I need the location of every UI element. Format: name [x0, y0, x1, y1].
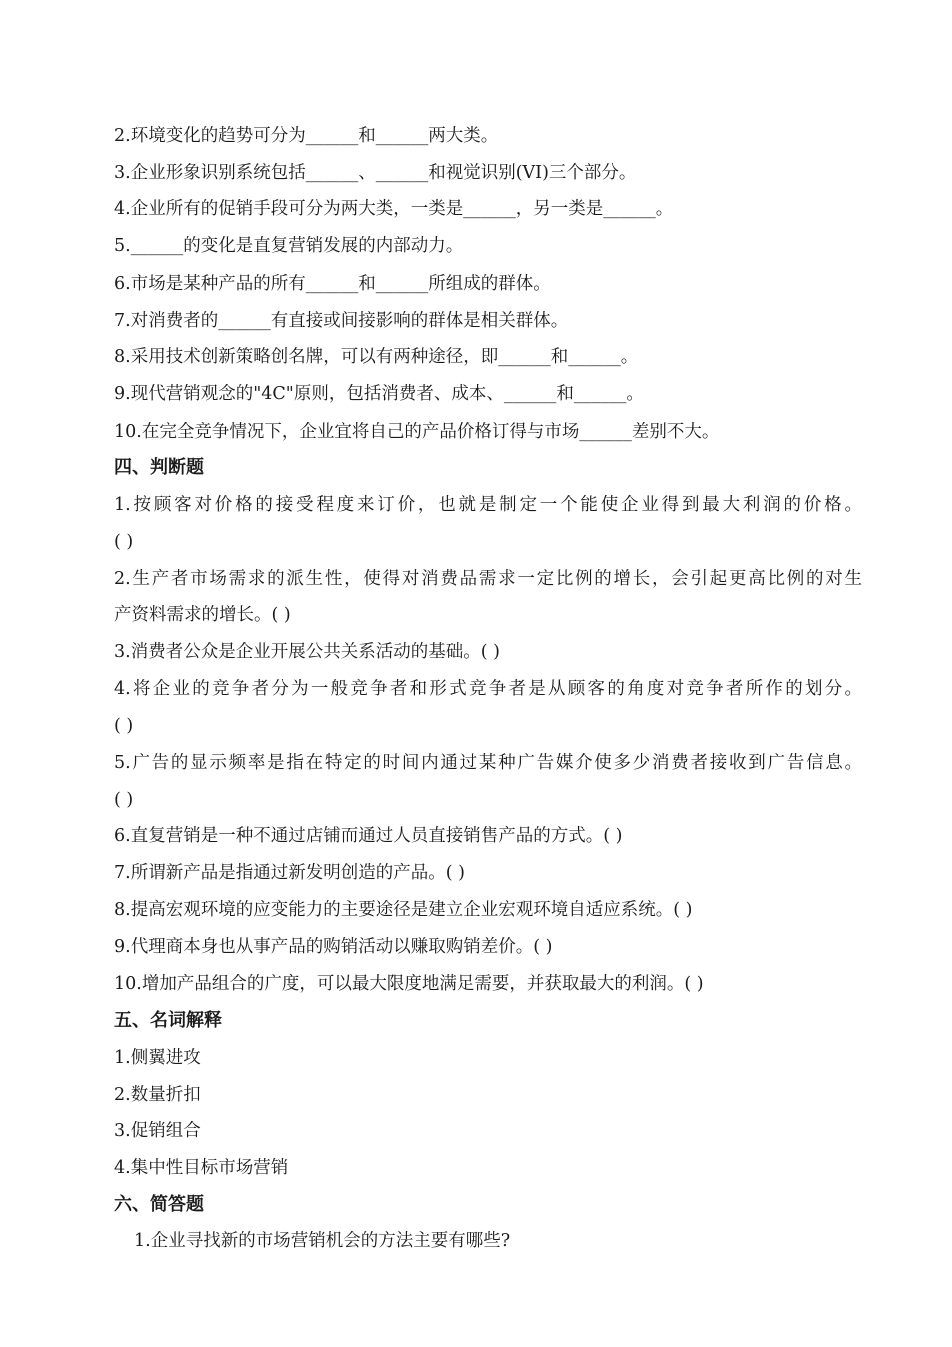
true-false-answer-blank-1: ( ) — [114, 532, 134, 552]
term-item-1: 1.侧翼进攻 — [114, 1048, 201, 1068]
section-heading-short-answer: 六、简答题 — [114, 1194, 204, 1215]
true-false-question-3: 3.消费者公众是企业开展公共关系活动的基础。( ) — [114, 642, 500, 662]
fill-in-question-2: 2.环境变化的趋势可分为______和______两大类。 — [114, 126, 499, 146]
term-item-3: 3.促销组合 — [114, 1121, 201, 1141]
true-false-question-10: 10.增加产品组合的广度，可以最大限度地满足需要，并获取最大的利润。( ) — [114, 974, 704, 994]
fill-in-question-4: 4.企业所有的促销手段可分为两大类，一类是______，另一类是______。 — [114, 199, 674, 219]
true-false-question-1: 1.按顾客对价格的接受程度来订价，也就是制定一个能使企业得到最大利润的价格。 — [114, 495, 862, 515]
true-false-answer-blank-4: ( ) — [114, 716, 134, 736]
fill-in-question-3: 3.企业形象识别系统包括______、______和视觉识别(VI)三个部分。 — [114, 163, 637, 183]
fill-in-question-10: 10.在完全竞争情况下，企业宜将自己的产品价格订得与市场______差别不大。 — [114, 422, 720, 442]
fill-in-question-8: 8.采用技术创新策略创名牌，可以有两种途径，即______和______。 — [114, 347, 639, 367]
true-false-question-7: 7.所谓新产品是指通过新发明创造的产品。( ) — [114, 863, 465, 883]
section-heading-terms: 五、名词解释 — [114, 1010, 222, 1031]
true-false-question-6: 6.直复营销是一种不通过店铺而通过人员直接销售产品的方式。( ) — [114, 826, 623, 846]
true-false-question-4: 4.将企业的竞争者分为一般竞争者和形式竞争者是从顾客的角度对竞争者所作的划分。 — [114, 679, 862, 699]
fill-in-question-9: 9.现代营销观念的"4C"原则，包括消费者、成本、______和______。 — [114, 384, 644, 404]
true-false-answer-blank-5: ( ) — [114, 790, 134, 810]
true-false-question-9: 9.代理商本身也从事产品的购销活动以赚取购销差价。( ) — [114, 937, 553, 957]
short-answer-question-1: 1.企业寻找新的市场营销机会的方法主要有哪些? — [134, 1231, 511, 1251]
fill-in-question-6: 6.市场是某种产品的所有______和______所组成的群体。 — [114, 274, 551, 294]
true-false-question-2-line-2: 产资料需求的增长。( ) — [114, 605, 291, 625]
term-item-4: 4.集中性目标市场营销 — [114, 1158, 289, 1178]
true-false-question-5: 5.广告的显示频率是指在特定的时间内通过某种广告媒介使多少消费者接收到广告信息。 — [114, 753, 862, 773]
term-item-2: 2.数量折扣 — [114, 1085, 201, 1105]
section-heading-true-false: 四、判断题 — [114, 457, 204, 478]
fill-in-question-7: 7.对消费者的______有直接或间接影响的群体是相关群体。 — [114, 311, 569, 331]
fill-in-question-5: 5.______的变化是直复营销发展的内部动力。 — [114, 236, 464, 256]
true-false-question-8: 8.提高宏观环境的应变能力的主要途径是建立企业宏观环境自适应系统。( ) — [114, 900, 693, 920]
true-false-question-2-line-1: 2.生产者市场需求的派生性，使得对消费品需求一定比例的增长，会引起更高比例的对生 — [114, 569, 862, 589]
